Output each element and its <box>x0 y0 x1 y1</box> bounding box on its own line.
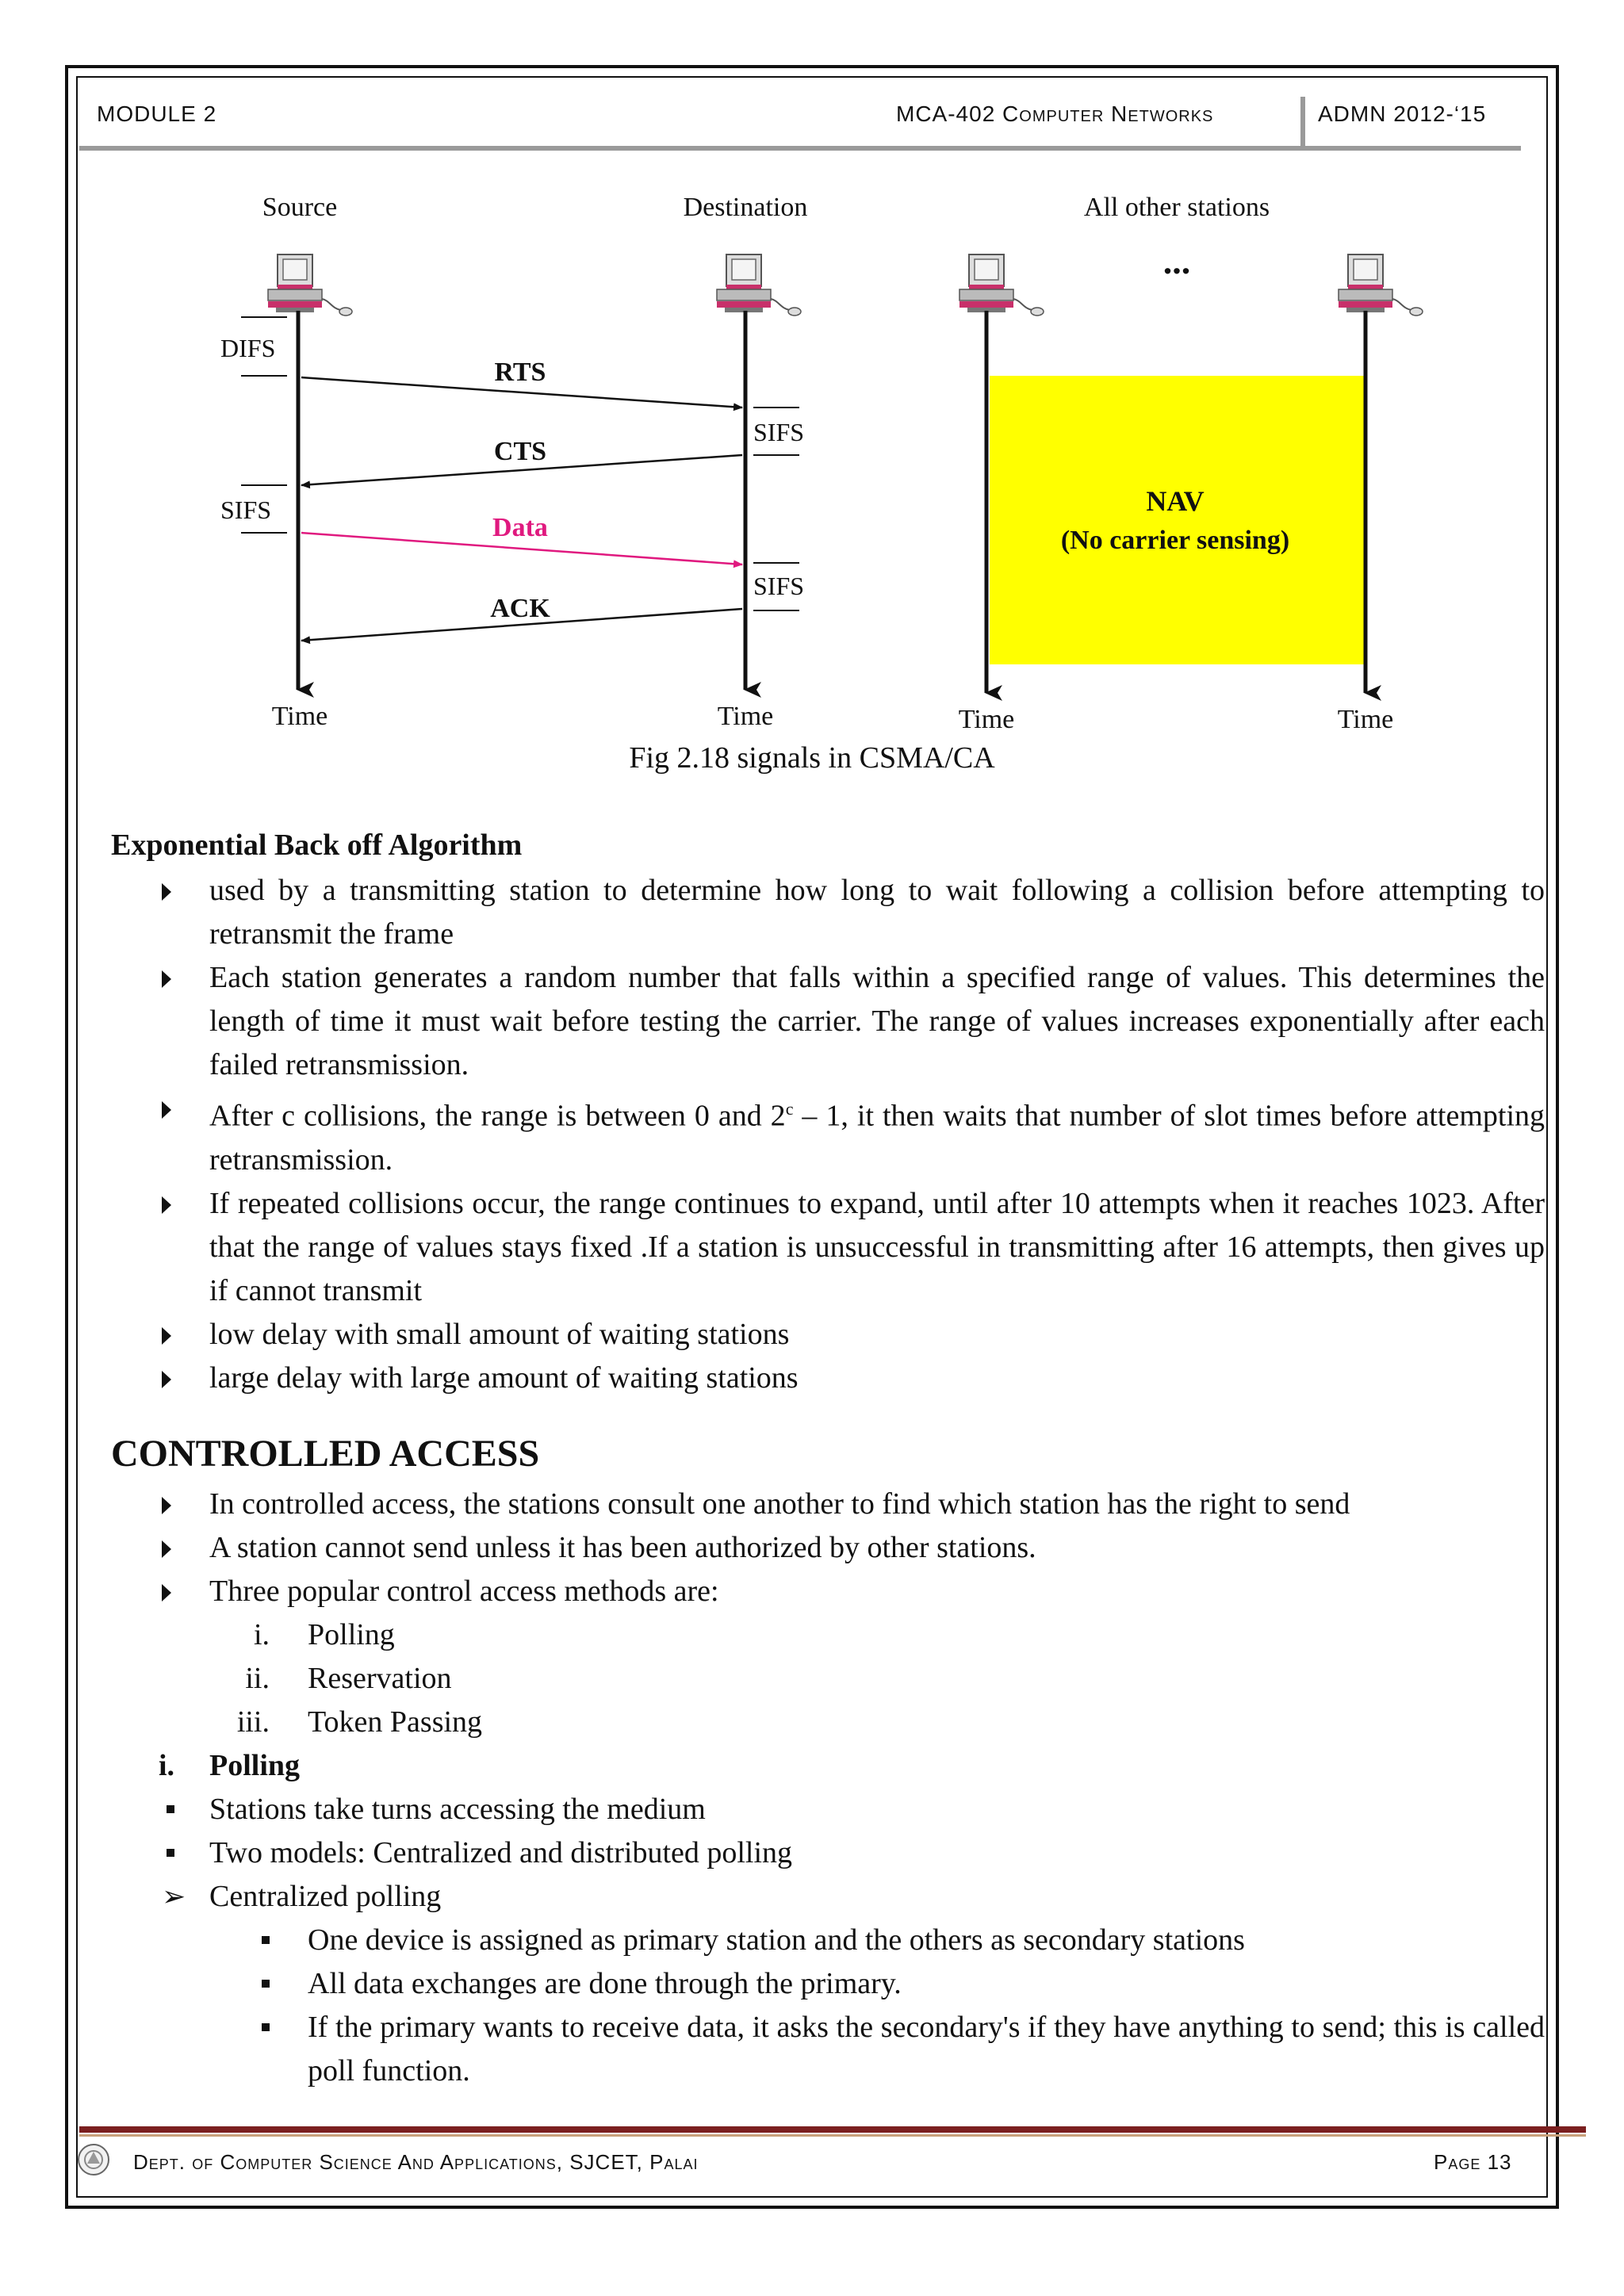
triangle-bullet-icon <box>162 1327 171 1345</box>
square-bullet-icon <box>262 2023 270 2031</box>
header-course: MCA-402 Computer Networks <box>896 101 1214 126</box>
controlled-access-section <box>111 1483 1545 2093</box>
other-stations-label: All other stations <box>1083 193 1270 222</box>
other-station-icon <box>1339 254 1423 316</box>
triangle-bullet-icon <box>162 1101 171 1119</box>
difs-label: DIFS <box>220 334 276 362</box>
footer-rule <box>79 2126 1586 2133</box>
sifs-label: SIFS <box>753 418 805 446</box>
ellipsis-label: ... <box>1162 241 1191 281</box>
list-item: If repeated collisions occur, the range continues to expand, until after 10 attempts when it reaches 1023. After that the range of values stays fixed .If a station is unsuccessful in transmitting after 16 attempts, then gives up if cannot transmit <box>111 1182 1545 1313</box>
figure-caption: Fig 2.18 signals in CSMA/CA <box>629 741 995 775</box>
polling-heading: i. Polling <box>159 1749 301 1782</box>
triangle-bullet-icon <box>162 1196 171 1214</box>
list-item: Three popular control access methods are: <box>111 1570 1545 1613</box>
other-station-icon <box>959 254 1044 316</box>
arrow-bullet-icon: ➢ <box>162 1881 186 1913</box>
triangle-bullet-icon <box>162 1371 171 1388</box>
list-item: In controlled access, the stations consult one another to find which station has the right to send <box>111 1483 1545 1526</box>
time-label: Time <box>1337 705 1394 734</box>
list-item: All data exchanges are done through the primary. <box>111 1962 1545 2006</box>
square-bullet-icon <box>262 1936 270 1944</box>
list-item: One device is assigned as primary station and the others as secondary stations <box>111 1919 1545 1962</box>
footer-page-number: Page 13 <box>1434 2150 1512 2174</box>
nav-sub-label: (No carrier sensing) <box>1060 526 1290 555</box>
square-bullet-icon <box>167 1849 174 1857</box>
list-item: If the primary wants to receive data, it asks the secondary's if they have anything to send; this is called poll function. <box>111 2006 1545 2093</box>
backoff-list <box>111 869 1545 1400</box>
triangle-bullet-icon <box>162 1497 171 1514</box>
college-logo-icon <box>76 2142 111 2177</box>
list-item: used by a transmitting station to determine how long to wait following a collision before attempting to retransmit the frame <box>111 869 1545 956</box>
list-item: low delay with small amount of waiting stations <box>111 1313 1545 1357</box>
source-label: Source <box>262 193 338 222</box>
rts-label: RTS <box>494 358 546 387</box>
list-item: Two models: Centralized and distributed polling <box>111 1831 1545 1875</box>
list-item: A station cannot send unless it has been authorized by other stations. <box>111 1526 1545 1570</box>
square-bullet-icon <box>167 1805 174 1813</box>
nav-block <box>990 376 1365 664</box>
list-item: i. Polling <box>253 1618 395 1651</box>
source-station-icon <box>268 254 352 316</box>
list-item: ii. Reservation <box>245 1662 452 1695</box>
list-item: ➢ Centralized polling <box>111 1875 1545 1919</box>
list-item: After c collisions, the range is between 0 and 2$^c$ – 1, it then waits that number of slot times before attempting retransmission. <box>111 1087 1545 1182</box>
sifs-label: SIFS <box>220 496 272 524</box>
list-item: iii. Token Passing <box>236 1705 483 1739</box>
controlled-access-heading: CONTROLLED ACCESS <box>111 1433 540 1475</box>
triangle-bullet-icon <box>162 1584 171 1601</box>
time-label: Time <box>958 705 1015 734</box>
time-label: Time <box>717 702 774 731</box>
header-batch: ADMN 2012-‘15 <box>1318 101 1487 126</box>
csma-ca-diagram <box>0 0 1624 745</box>
destination-label: Destination <box>683 193 808 222</box>
destination-station-icon <box>717 254 801 316</box>
time-label: Time <box>271 702 328 731</box>
cts-label: CTS <box>493 437 547 466</box>
footer-rule-accent <box>79 2134 1586 2137</box>
sifs-label: SIFS <box>753 572 805 600</box>
triangle-bullet-icon <box>162 970 171 988</box>
list-item: Stations take turns accessing the medium <box>111 1788 1545 1831</box>
nav-label: NAV <box>1146 485 1205 517</box>
list-item: Each station generates a random number that falls within a specified range of values. This determines the length of time it must wait before testing the carrier. The range of values increases exponentially after each failed retransmission. <box>111 956 1545 1087</box>
triangle-bullet-icon <box>162 1540 171 1558</box>
list-item: large delay with large amount of waiting stations <box>111 1357 1545 1400</box>
backoff-heading: Exponential Back off Algorithm <box>111 828 523 862</box>
footer-dept: Dept. of Computer Science And Applications, SJCET, Palai <box>133 2150 699 2174</box>
header-module: MODULE 2 <box>97 101 217 126</box>
triangle-bullet-icon <box>162 883 171 901</box>
square-bullet-icon <box>262 1980 270 1988</box>
ack-label: ACK <box>490 594 550 623</box>
data-label: Data <box>492 513 548 542</box>
